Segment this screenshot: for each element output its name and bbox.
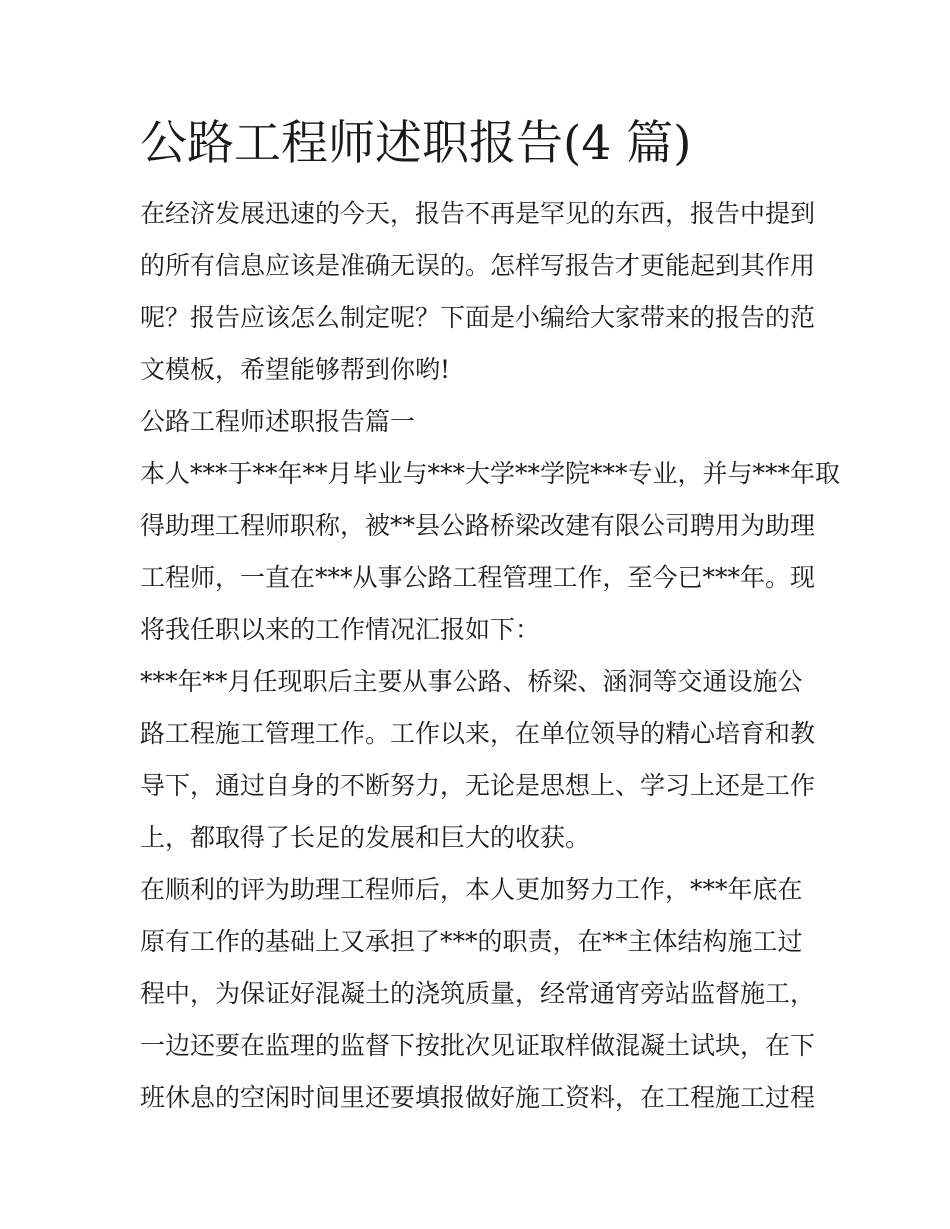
- body-line: 的所有信息应该是准确无误的。怎样写报告才更能起到其作用: [140, 251, 816, 280]
- body-line: 一边还要在监理的监督下按批次见证取样做混凝土试块，在下: [140, 1031, 816, 1060]
- body-line: 文模板，希望能够帮到你哟!: [140, 355, 451, 384]
- body-line: 工程师，一直在***从事公路工程管理工作，至今已***年。现: [140, 563, 816, 592]
- body-line: 本人***于**年**月毕业与***大学**学院***专业，并与***年取: [140, 459, 841, 488]
- body-line: 上，都取得了长足的发展和巨大的收获。: [140, 823, 591, 852]
- body-line: 在经济发展迅速的今天，报告不再是罕见的东西，报告中提到: [140, 199, 816, 228]
- body-line: 程中，为保证好混凝土的浇筑质量，经常通宵旁站监督施工，: [140, 979, 816, 1008]
- body-line: 路工程施工管理工作。工作以来，在单位领导的精心培育和教: [140, 719, 816, 748]
- body-line: 呢？报告应该怎么制定呢？下面是小编给大家带来的报告的范: [140, 303, 816, 332]
- body-line: 得助理工程师职称，被**县公路桥梁改建有限公司聘用为助理: [140, 511, 816, 540]
- body-line: 在顺利的评为助理工程师后，本人更加努力工作，***年底在: [140, 875, 803, 904]
- body-line: 原有工作的基础上又承担了***的职责，在**主体结构施工过: [140, 927, 803, 956]
- section-heading: 公路工程师述职报告篇一: [140, 407, 416, 436]
- document-page: [140, 112, 841, 1124]
- body-line: ***年**月任现职后主要从事公路、桥梁、涵洞等交通设施公: [140, 667, 803, 696]
- body-line: 班休息的空闲时间里还要填报做好施工资料，在工程施工过程: [140, 1083, 816, 1112]
- body-line: 导下，通过自身的不断努力，无论是思想上、学习上还是工作: [140, 771, 816, 800]
- document-body: [140, 188, 841, 1124]
- body-line: 将我任职以来的工作情况汇报如下：: [140, 615, 541, 644]
- document-title: 公路工程师述职报告(4 篇): [140, 116, 692, 171]
